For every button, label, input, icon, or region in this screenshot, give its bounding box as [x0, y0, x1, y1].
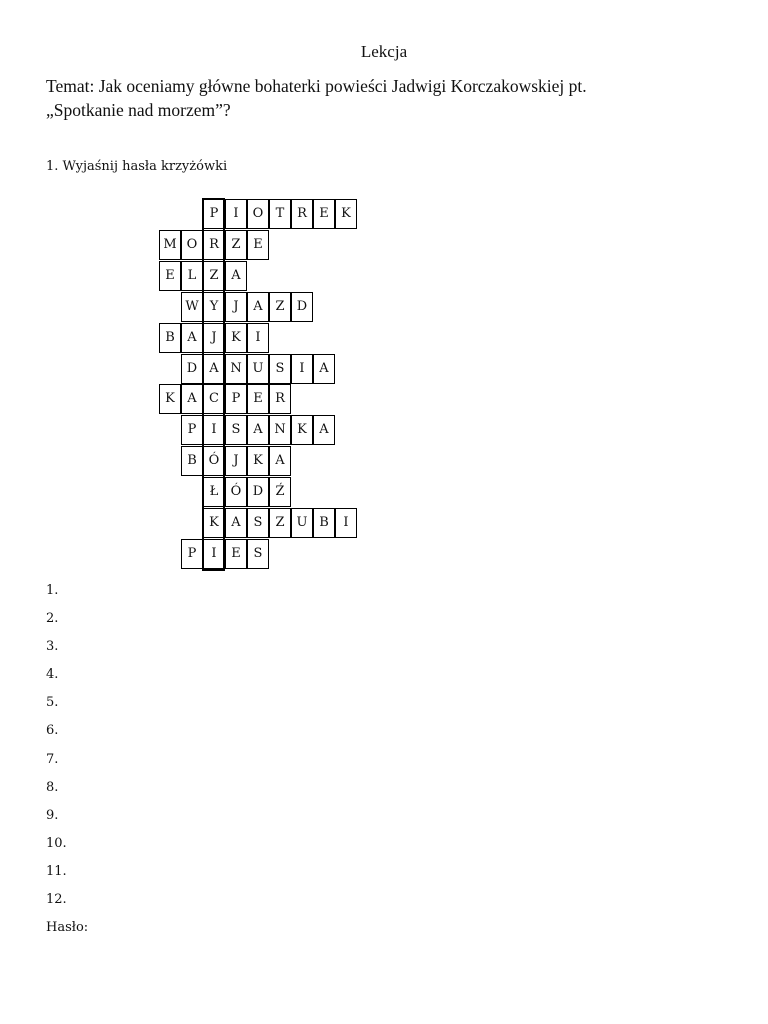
answer-item: 5. — [46, 695, 59, 711]
crossword-cell: R — [269, 384, 291, 414]
crossword-cell: O — [181, 230, 203, 260]
crossword-cell: A — [247, 415, 269, 445]
answer-item: 4. — [46, 667, 59, 683]
crossword-cell: E — [225, 539, 247, 569]
crossword-key-cell: I — [203, 415, 225, 445]
crossword-cell: K — [291, 415, 313, 445]
crossword-cell: M — [159, 230, 181, 260]
crossword-cell: J — [225, 446, 247, 476]
crossword-cell: B — [313, 508, 335, 538]
crossword-key-cell: K — [203, 508, 225, 538]
answer-item: 9. — [46, 807, 59, 823]
crossword-cell: I — [335, 508, 357, 538]
crossword-cell: A — [247, 292, 269, 322]
crossword-cell: L — [181, 261, 203, 291]
crossword-cell: K — [159, 384, 181, 414]
answer-item: 10. — [46, 835, 67, 851]
answer-item: 8. — [46, 779, 59, 795]
password-label: Hasło: — [46, 920, 89, 936]
lesson-topic — [46, 74, 746, 122]
crossword-cell: P — [225, 384, 247, 414]
crossword-cell: D — [291, 292, 313, 322]
crossword-cell: E — [313, 199, 335, 229]
crossword-cell: P — [181, 539, 203, 569]
crossword-key-cell: P — [203, 199, 225, 229]
crossword-key-cell: Ł — [203, 477, 225, 507]
crossword-cell: J — [225, 292, 247, 322]
topic-line-2: „Spotkanie nad morzem”? — [46, 100, 231, 120]
crossword-cell: N — [225, 354, 247, 384]
crossword-cell: P — [181, 415, 203, 445]
crossword-key-cell: Y — [203, 292, 225, 322]
crossword-key-cell: J — [203, 323, 225, 353]
crossword-cell: A — [313, 415, 335, 445]
crossword-cell: D — [247, 477, 269, 507]
crossword-cell: S — [247, 508, 269, 538]
crossword-key-cell: I — [203, 539, 225, 569]
crossword-cell: Z — [269, 508, 291, 538]
crossword-cell: K — [225, 323, 247, 353]
crossword-cell: A — [269, 446, 291, 476]
crossword-cell: K — [247, 446, 269, 476]
crossword-cell: Ó — [225, 477, 247, 507]
crossword-cell: E — [247, 384, 269, 414]
crossword-cell: S — [247, 539, 269, 569]
crossword-cell: E — [159, 261, 181, 291]
crossword-cell: A — [181, 384, 203, 414]
crossword-key-cell: A — [203, 354, 225, 384]
answer-item: 6. — [46, 723, 59, 739]
crossword-cell: S — [269, 354, 291, 384]
crossword-cell: A — [313, 354, 335, 384]
crossword-cell: N — [269, 415, 291, 445]
crossword-cell: Z — [269, 292, 291, 322]
crossword-cell: O — [247, 199, 269, 229]
answer-item: 12. — [46, 892, 67, 908]
crossword-cell: A — [225, 261, 247, 291]
answer-item: 3. — [46, 639, 59, 655]
crossword-cell: A — [181, 323, 203, 353]
answer-list — [46, 581, 88, 946]
crossword-key-cell: C — [203, 384, 225, 414]
crossword-cell: Ź — [269, 477, 291, 507]
crossword-cell: S — [225, 415, 247, 445]
crossword-instruction: 1. Wyjaśnij hasła krzyżówki — [46, 159, 228, 174]
crossword-cell: I — [291, 354, 313, 384]
crossword-key-cell: R — [203, 230, 225, 260]
crossword-cell: I — [247, 323, 269, 353]
crossword-cell: U — [291, 508, 313, 538]
crossword-cell: R — [291, 199, 313, 229]
crossword-cell: I — [225, 199, 247, 229]
crossword-cell: B — [181, 446, 203, 476]
crossword-cell: W — [181, 292, 203, 322]
page-title: Lekcja — [360, 42, 408, 61]
crossword-cell: B — [159, 323, 181, 353]
crossword-key-cell: Z — [203, 261, 225, 291]
crossword-cell: U — [247, 354, 269, 384]
crossword-cell: D — [181, 354, 203, 384]
crossword-cell: A — [225, 508, 247, 538]
topic-line-1: Temat: Jak oceniamy główne bohaterki powieści Jadwigi Korczakowskiej pt. — [46, 76, 587, 96]
answer-item: 7. — [46, 751, 59, 767]
answer-item: 11. — [46, 863, 67, 879]
crossword-cell: Z — [225, 230, 247, 260]
crossword-key-cell: Ó — [203, 446, 225, 476]
crossword-cell: T — [269, 199, 291, 229]
crossword-cell: K — [335, 199, 357, 229]
answer-item: 1. — [46, 583, 59, 598]
answer-item: 2. — [46, 611, 59, 627]
crossword-cell: E — [247, 230, 269, 260]
